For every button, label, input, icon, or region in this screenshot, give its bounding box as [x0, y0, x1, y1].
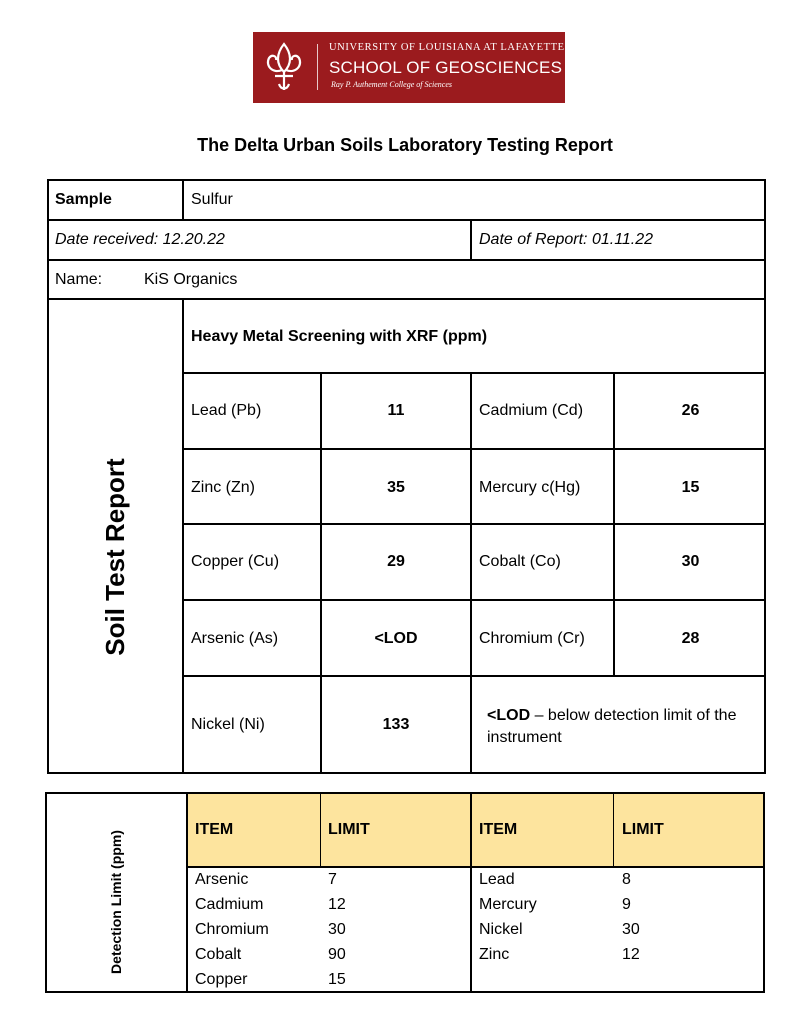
- divider: [320, 372, 322, 774]
- divider: [613, 792, 614, 867]
- element-label: Lead (Pb): [191, 402, 262, 419]
- element-value: 28: [681, 630, 700, 647]
- lod-note: [487, 705, 736, 749]
- divider: [320, 792, 321, 867]
- lod-note-line2: instrument: [487, 729, 562, 746]
- date-received: Date received: 12.20.22: [55, 231, 225, 248]
- college-name: Ray P. Authement College of Sciences: [331, 80, 453, 89]
- list-item: Chromium: [195, 921, 269, 938]
- divider: [182, 372, 766, 374]
- element-value: 15: [681, 479, 700, 496]
- list-item: 15: [328, 971, 346, 988]
- divider: [186, 866, 765, 868]
- school-name: SCHOOL OF GEOSCIENCES: [329, 58, 563, 77]
- screening-heading: Heavy Metal Screening with XRF (ppm): [191, 328, 488, 345]
- report-table: [47, 179, 766, 774]
- list-item: 7: [328, 871, 337, 888]
- list-item: 12: [328, 896, 346, 913]
- date-of-report: Date of Report: 01.11.22: [479, 231, 654, 248]
- divider: [182, 179, 184, 219]
- divider: [470, 792, 472, 993]
- item-header: ITEM: [195, 821, 234, 838]
- list-item: 30: [328, 921, 346, 938]
- element-label: Cobalt (Co): [479, 553, 561, 570]
- element-value: 29: [387, 553, 405, 570]
- right-items-list: [479, 867, 537, 967]
- divider: [47, 259, 766, 261]
- sample-value: Sulfur: [191, 191, 233, 208]
- element-label: Nickel (Ni): [191, 716, 265, 733]
- limit-header: LIMIT: [328, 821, 370, 838]
- list-item: 90: [328, 946, 346, 963]
- limit-header: LIMIT: [622, 821, 664, 838]
- school-logo: [253, 32, 565, 103]
- right-limits-list: [622, 867, 640, 967]
- element-label: Mercury c(Hg): [479, 479, 581, 496]
- list-item: Cobalt: [195, 946, 242, 963]
- list-item: Mercury: [479, 896, 537, 913]
- list-item: Zinc: [479, 946, 510, 963]
- page-title: The Delta Urban Soils Laboratory Testing Report: [197, 135, 613, 155]
- sample-label: Sample: [55, 191, 112, 208]
- element-value: 26: [681, 402, 700, 419]
- divider: [182, 448, 766, 450]
- university-name: UNIVERSITY OF LOUISIANA AT LAFAYETTE: [329, 42, 565, 53]
- list-item: Nickel: [479, 921, 523, 938]
- fleur-de-lis-icon: [261, 40, 307, 95]
- divider: [470, 219, 472, 259]
- list-item: Arsenic: [195, 871, 249, 888]
- element-label: Zinc (Zn): [191, 479, 255, 496]
- list-item: Lead: [479, 871, 515, 888]
- element-value: 30: [681, 553, 700, 570]
- divider: [470, 372, 472, 774]
- element-label: Chromium (Cr): [479, 630, 585, 647]
- lod-note-line1: – below detection limit of the: [530, 707, 737, 724]
- item-header: ITEM: [479, 821, 518, 838]
- left-limits-list: [328, 867, 346, 992]
- name-value: KiS Organics: [144, 271, 238, 288]
- list-item: Cadmium: [195, 896, 264, 913]
- lod-term: <LOD: [487, 707, 531, 724]
- left-items-list: [195, 867, 269, 992]
- divider: [47, 219, 766, 221]
- list-item: 12: [622, 946, 640, 963]
- divider: [182, 523, 766, 525]
- list-item: 30: [622, 921, 640, 938]
- element-label: Arsenic (As): [191, 630, 279, 647]
- element-value: 11: [387, 402, 405, 419]
- detection-limit-label: Detection Limit (ppm): [108, 830, 124, 974]
- divider: [47, 298, 766, 300]
- element-value: 133: [382, 716, 410, 733]
- divider: [182, 675, 766, 677]
- divider: [186, 792, 188, 993]
- name-label: Name:: [55, 271, 103, 288]
- element-label: Copper (Cu): [191, 553, 280, 570]
- list-item: 8: [622, 871, 631, 888]
- divider: [182, 298, 184, 774]
- element-value: 35: [387, 479, 405, 496]
- list-item: 9: [622, 896, 631, 913]
- list-item: Copper: [195, 971, 248, 988]
- element-label: Cadmium (Cd): [479, 402, 584, 419]
- logo-divider: [317, 44, 318, 90]
- divider: [182, 599, 766, 601]
- element-value: <LOD: [374, 630, 418, 647]
- soil-test-report-label: Soil Test Report: [100, 458, 130, 656]
